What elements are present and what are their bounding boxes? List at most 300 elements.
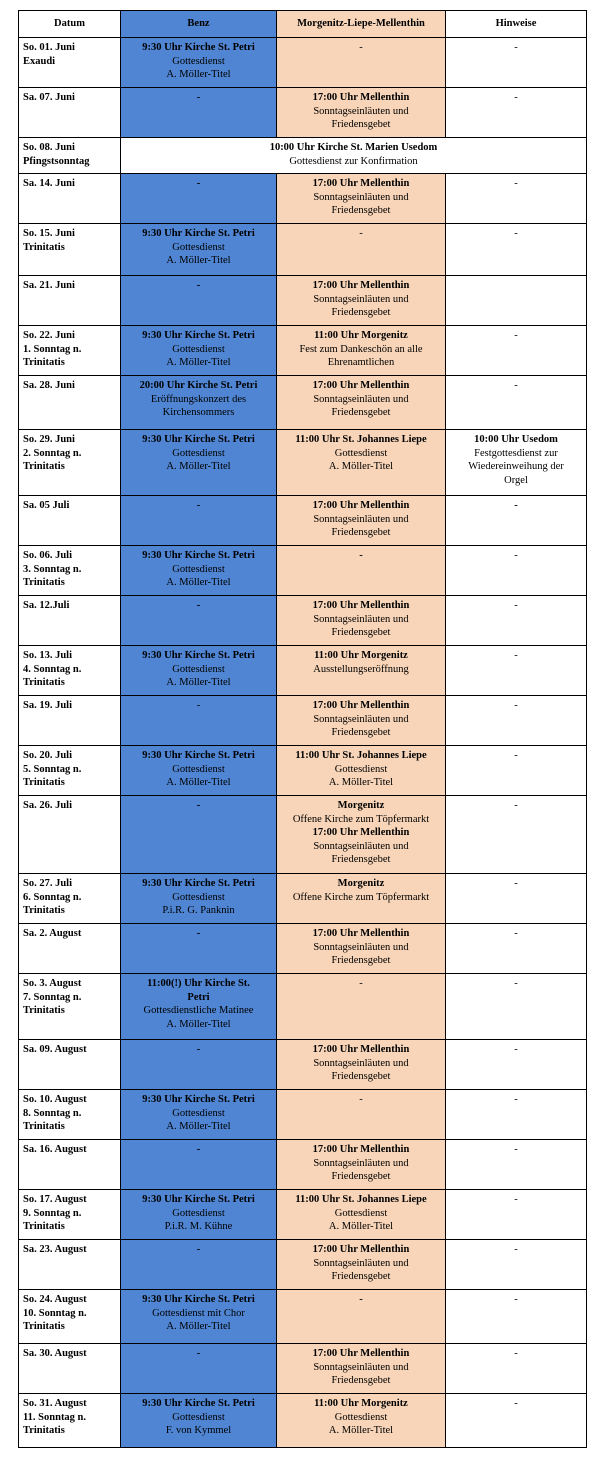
benz-line: Gottesdienst (172, 891, 225, 903)
table-row (19, 1140, 587, 1190)
date-line: So. 20. Juli (23, 750, 73, 761)
hint-line: - (514, 42, 518, 53)
hint-line: - (514, 1144, 518, 1155)
morgenitz-liepe-mellenthin-cell (277, 224, 446, 276)
date-line: Sa. 28. Juni (23, 380, 75, 391)
mlm-line: Friedensgebet (331, 854, 391, 865)
date-cell (19, 496, 121, 546)
benz-line: A. Möller-Titel (166, 777, 231, 788)
benz-cell (121, 696, 277, 746)
mlm-line: 17:00 Uhr Mellenthin (312, 600, 410, 611)
mlm-line: Morgenitz (337, 800, 385, 811)
morgenitz-liepe-mellenthin-cell (277, 546, 446, 596)
mlm-line: Gottesdienst (334, 1411, 388, 1423)
table-row (19, 276, 587, 326)
benz-cell (121, 1344, 277, 1394)
hinweise-cell (446, 1394, 587, 1448)
benz-line: 9:30 Uhr Kirche St. Petri (142, 650, 255, 661)
date-cell (19, 646, 121, 696)
hinweise-cell (446, 974, 587, 1040)
mlm-line: 11:00 Uhr Morgenitz (314, 1398, 408, 1409)
benz-cell (121, 496, 277, 546)
date-cell (19, 546, 121, 596)
hint-line: - (514, 600, 518, 611)
hint-line: - (514, 1094, 518, 1105)
mlm-line: - (359, 1294, 363, 1305)
morgenitz-liepe-mellenthin-cell (277, 88, 446, 138)
table-row (19, 1344, 587, 1394)
mlm-line: Fest zum Dankeschön an alle (299, 343, 423, 355)
date-line: So. 01. Juni (23, 42, 75, 53)
benz-line: A. Möller-Titel (166, 677, 231, 688)
mlm-line: 17:00 Uhr Mellenthin (312, 1144, 410, 1155)
benz-line: - (196, 1144, 201, 1155)
table-row (19, 546, 587, 596)
hint-line: - (514, 700, 518, 711)
mlm-line: 17:00 Uhr Mellenthin (312, 1244, 410, 1255)
benz-line: A. Möller-Titel (166, 357, 231, 368)
date-cell (19, 138, 121, 174)
hint-line: - (514, 550, 518, 561)
benz-line: - (196, 1348, 201, 1359)
benz-cell (121, 430, 277, 496)
benz-cell (121, 326, 277, 376)
benz-cell (121, 546, 277, 596)
mlm-line: Ausstellungseröffnung (313, 663, 409, 675)
morgenitz-liepe-mellenthin-cell (277, 1394, 446, 1448)
date-line: Trinitatis (23, 241, 65, 253)
benz-line: 9:30 Uhr Kirche St. Petri (142, 750, 255, 761)
table-row (19, 596, 587, 646)
date-line: Trinitatis (23, 577, 65, 588)
hinweise-cell (446, 88, 587, 138)
benz-line: P.i.R. G. Panknin (162, 905, 235, 916)
table-row (19, 1290, 587, 1344)
benz-line: - (196, 1244, 201, 1255)
mlm-line: - (359, 550, 363, 561)
benz-line: 9:30 Uhr Kirche St. Petri (142, 1194, 255, 1205)
morgenitz-liepe-mellenthin-cell (277, 1290, 446, 1344)
benz-cell (121, 224, 277, 276)
date-cell (19, 796, 121, 874)
header-hinweise: Hinweise (446, 11, 587, 38)
mlm-line: Friedensgebet (331, 205, 391, 216)
date-line: So. 22. Juni (23, 330, 75, 341)
benz-line: A. Möller-Titel (166, 1018, 231, 1030)
date-line: So. 17. August (23, 1194, 87, 1205)
hint-line: - (514, 500, 518, 511)
benz-line: Gottesdienst (172, 663, 225, 675)
date-line: Trinitatis (23, 357, 65, 368)
mlm-line: 17:00 Uhr Mellenthin (312, 500, 410, 511)
table-row (19, 874, 587, 924)
morgenitz-liepe-mellenthin-cell (277, 1344, 446, 1394)
hinweise-cell (446, 1240, 587, 1290)
mlm-line: Friedensgebet (331, 119, 391, 130)
mlm-line: - (359, 978, 363, 989)
benz-line: - (196, 700, 201, 711)
mlm-line: 17:00 Uhr Mellenthin (312, 700, 410, 711)
date-line: Trinitatis (23, 777, 65, 788)
mlm-line: 17:00 Uhr Mellenthin (312, 380, 410, 391)
hint-line: - (514, 878, 518, 889)
morgenitz-liepe-mellenthin-cell (277, 1040, 446, 1090)
table-row (19, 1394, 587, 1448)
benz-line: Kirchensommers (162, 407, 235, 418)
hinweise-cell (446, 596, 587, 646)
date-line: So. 13. Juli (23, 650, 73, 661)
table-row (19, 1040, 587, 1090)
date-cell (19, 974, 121, 1040)
date-line: 4. Sonntag n. (23, 663, 82, 675)
benz-line: Gottesdienst (172, 563, 225, 575)
date-cell (19, 38, 121, 88)
hint-line: - (514, 1348, 518, 1359)
benz-line: F. von Kymmel (165, 1425, 232, 1436)
mlm-line: Gottesdienst (334, 447, 388, 459)
mlm-line: Friedensgebet (331, 1171, 391, 1182)
morgenitz-liepe-mellenthin-cell (277, 924, 446, 974)
date-line: Sa. 12.Juli (23, 600, 70, 611)
hinweise-cell (446, 224, 587, 276)
mlm-line: 17:00 Uhr Mellenthin (312, 280, 410, 291)
benz-line: 9:30 Uhr Kirche St. Petri (142, 1094, 255, 1105)
mlm-line: Sonntagseinläuten und (313, 293, 409, 305)
benz-line: A. Möller-Titel (166, 1121, 231, 1132)
date-cell (19, 1394, 121, 1448)
morgenitz-liepe-mellenthin-cell (277, 1240, 446, 1290)
benz-line: Gottesdienst (172, 447, 225, 459)
hint-line: - (514, 800, 518, 811)
hinweise-cell (446, 276, 587, 326)
benz-line: Gottesdienst (172, 763, 225, 775)
benz-cell (121, 1394, 277, 1448)
benz-line: A. Möller-Titel (166, 1321, 231, 1332)
table-row (19, 496, 587, 546)
date-line: Pfingstsonntag (23, 155, 90, 167)
hinweise-cell (446, 646, 587, 696)
hint-line: - (514, 650, 518, 661)
date-cell (19, 376, 121, 430)
schedule-body (19, 38, 587, 1448)
benz-line: 20:00 Uhr Kirche St. Petri (139, 380, 258, 391)
mlm-line: 11:00 Uhr Morgenitz (314, 330, 408, 341)
date-line: Sa. 05 Juli (23, 500, 70, 511)
morgenitz-liepe-mellenthin-cell (277, 174, 446, 224)
benz-cell (121, 1090, 277, 1140)
benz-cell (121, 796, 277, 874)
morgenitz-liepe-mellenthin-cell (277, 326, 446, 376)
morgenitz-liepe-mellenthin-cell (277, 496, 446, 546)
hinweise-cell (446, 38, 587, 88)
hinweise-cell (446, 430, 587, 496)
table-row (19, 174, 587, 224)
date-cell (19, 430, 121, 496)
date-cell (19, 224, 121, 276)
date-line: 8. Sonntag n. (23, 1107, 82, 1119)
table-row (19, 974, 587, 1040)
date-line: So. 3. August (23, 978, 82, 989)
date-cell (19, 326, 121, 376)
hint-line: - (514, 380, 518, 391)
hinweise-cell (446, 1140, 587, 1190)
mlm-line: Sonntagseinläuten und (313, 941, 409, 953)
date-cell (19, 1344, 121, 1394)
hint-line: 10:00 Uhr Usedom (474, 434, 558, 445)
benz-cell (121, 924, 277, 974)
hint-line: Wiedereinweihung der (468, 461, 564, 472)
mlm-line: Friedensgebet (331, 955, 391, 966)
date-cell (19, 276, 121, 326)
hinweise-cell (446, 1090, 587, 1140)
mlm-line: Friedensgebet (331, 307, 391, 318)
benz-line: Gottesdienst (172, 1107, 225, 1119)
date-line: 9. Sonntag n. (23, 1207, 82, 1219)
hint-line: - (514, 92, 518, 103)
mlm-line: Friedensgebet (331, 1271, 391, 1282)
hint-line: - (514, 1244, 518, 1255)
benz-cell (121, 174, 277, 224)
header-benz: Benz (121, 11, 277, 38)
benz-line: - (196, 92, 201, 103)
header-morgenitz-liepe-mellenthin: Morgenitz-Liepe-Mellenthin (277, 11, 446, 38)
date-cell (19, 88, 121, 138)
benz-cell (121, 596, 277, 646)
date-line: So. 31. August (23, 1398, 87, 1409)
date-line: 5. Sonntag n. (23, 763, 82, 775)
mlm-line: Gottesdienst (334, 763, 388, 775)
hinweise-cell (446, 796, 587, 874)
date-cell (19, 174, 121, 224)
table-row (19, 646, 587, 696)
benz-cell (121, 746, 277, 796)
date-line: 11. Sonntag n. (23, 1411, 87, 1423)
mlm-line: 11:00 Uhr Morgenitz (314, 650, 408, 661)
mlm-line: Friedensgebet (331, 627, 391, 638)
morgenitz-liepe-mellenthin-cell (277, 596, 446, 646)
mlm-line: Sonntagseinläuten und (313, 1157, 409, 1169)
hinweise-cell (446, 696, 587, 746)
table-row (19, 924, 587, 974)
benz-line: A. Möller-Titel (166, 577, 231, 588)
morgenitz-liepe-mellenthin-cell (277, 276, 446, 326)
benz-cell (121, 974, 277, 1040)
date-cell (19, 924, 121, 974)
date-line: Trinitatis (23, 1005, 65, 1016)
date-line: Trinitatis (23, 1321, 65, 1332)
benz-line: 9:30 Uhr Kirche St. Petri (142, 330, 255, 341)
table-row (19, 138, 587, 174)
mlm-line: 17:00 Uhr Mellenthin (312, 827, 410, 838)
benz-line: Gottesdienst (172, 55, 225, 67)
benz-line: Gottesdienst (172, 343, 225, 355)
mlm-line: 11:00 Uhr St. Johannes Liepe (295, 750, 427, 761)
benz-line: A. Möller-Titel (166, 69, 231, 80)
mlm-line: Sonntagseinläuten und (313, 191, 409, 203)
mlm-line: A. Möller-Titel (328, 777, 394, 788)
mlm-line: Gottesdienst (334, 1207, 388, 1219)
benz-cell (121, 1040, 277, 1090)
mlm-line: Friedensgebet (331, 1375, 391, 1386)
date-cell (19, 596, 121, 646)
date-line: So. 15. Juni (23, 228, 75, 239)
header-datum: Datum (19, 11, 121, 38)
event-line: Gottesdienst zur Konfirmation (289, 155, 418, 167)
date-line: Sa. 2. August (23, 928, 82, 939)
mlm-line: 17:00 Uhr Mellenthin (312, 178, 410, 189)
benz-line: 9:30 Uhr Kirche St. Petri (142, 878, 255, 889)
date-line: Sa. 26. Juli (23, 800, 73, 811)
date-cell (19, 1090, 121, 1140)
table-row (19, 88, 587, 138)
mlm-line: Sonntagseinläuten und (313, 1361, 409, 1373)
date-line: 10. Sonntag n. (23, 1307, 87, 1319)
morgenitz-liepe-mellenthin-cell (277, 974, 446, 1040)
hinweise-cell (446, 376, 587, 430)
morgenitz-liepe-mellenthin-cell (277, 746, 446, 796)
mlm-line: Offene Kirche zum Töpfermarkt (292, 813, 430, 825)
benz-line: Gottesdienstliche Matinee (143, 1005, 254, 1016)
date-line: So. 08. Juni (23, 142, 75, 153)
date-line: 7. Sonntag n. (23, 991, 82, 1003)
mlm-line: Friedensgebet (331, 407, 391, 418)
date-line: Trinitatis (23, 905, 65, 916)
benz-line: - (196, 928, 201, 939)
table-row (19, 696, 587, 746)
benz-line: 9:30 Uhr Kirche St. Petri (142, 550, 255, 561)
benz-line: Gottesdienst (172, 1207, 225, 1219)
date-cell (19, 1240, 121, 1290)
date-cell (19, 874, 121, 924)
benz-line: A. Möller-Titel (166, 461, 231, 472)
mlm-line: Sonntagseinläuten und (313, 1057, 409, 1069)
table-row (19, 746, 587, 796)
hint-line: - (514, 228, 518, 239)
table-row (19, 224, 587, 276)
table-row (19, 796, 587, 874)
hint-line: Festgottesdienst zur (474, 447, 558, 459)
mlm-line: 11:00 Uhr St. Johannes Liepe (295, 1194, 427, 1205)
hinweise-cell (446, 496, 587, 546)
date-line: 6. Sonntag n. (23, 891, 82, 903)
mlm-line: 17:00 Uhr Mellenthin (312, 1044, 410, 1055)
benz-cell (121, 874, 277, 924)
benz-line: 9:30 Uhr Kirche St. Petri (142, 42, 255, 53)
hinweise-cell (446, 924, 587, 974)
date-line: So. 10. August (23, 1094, 87, 1105)
date-line: Trinitatis (23, 1425, 65, 1436)
benz-line: - (196, 280, 201, 291)
date-cell (19, 1040, 121, 1090)
hinweise-cell (446, 1190, 587, 1240)
date-cell (19, 1190, 121, 1240)
date-line: Sa. 19. Juli (23, 700, 73, 711)
benz-line: P.i.R. M. Kühne (164, 1221, 233, 1232)
date-line: 2. Sonntag n. (23, 447, 82, 459)
mlm-line: - (359, 228, 363, 239)
morgenitz-liepe-mellenthin-cell (277, 646, 446, 696)
benz-line: A. Möller-Titel (166, 255, 231, 266)
hinweise-cell (446, 1290, 587, 1344)
benz-cell (121, 1290, 277, 1344)
date-line: Trinitatis (23, 461, 65, 472)
date-line: Sa. 30. August (23, 1348, 87, 1359)
table-row (19, 430, 587, 496)
mlm-line: Offene Kirche zum Töpfermarkt (292, 891, 430, 903)
hint-line: - (514, 330, 518, 341)
date-line: Exaudi (23, 55, 56, 67)
benz-cell (121, 376, 277, 430)
hint-line: - (514, 1194, 518, 1205)
mlm-line: - (359, 42, 363, 53)
morgenitz-liepe-mellenthin-cell (277, 376, 446, 430)
combined-event-cell (121, 138, 587, 174)
date-line: 3. Sonntag n. (23, 563, 82, 575)
mlm-line: A. Möller-Titel (328, 1425, 394, 1436)
benz-line: 11:00(!) Uhr Kirche St. (147, 978, 250, 989)
mlm-line: Ehrenamtlichen (327, 357, 395, 368)
date-line: Trinitatis (23, 1121, 65, 1132)
benz-cell (121, 646, 277, 696)
mlm-line: 11:00 Uhr St. Johannes Liepe (295, 434, 427, 445)
date-line: So. 06. Juli (23, 550, 73, 561)
hinweise-cell (446, 326, 587, 376)
morgenitz-liepe-mellenthin-cell (277, 696, 446, 746)
date-line: Sa. 23. August (23, 1244, 87, 1255)
date-cell (19, 696, 121, 746)
benz-line: 9:30 Uhr Kirche St. Petri (142, 228, 255, 239)
mlm-line: Friedensgebet (331, 527, 391, 538)
mlm-line: 17:00 Uhr Mellenthin (312, 1348, 410, 1359)
table-row (19, 1240, 587, 1290)
benz-line: 9:30 Uhr Kirche St. Petri (142, 434, 255, 445)
benz-line: Eröffnungskonzert des (150, 393, 247, 405)
hint-line: Orgel (504, 474, 528, 486)
mlm-line: 17:00 Uhr Mellenthin (312, 92, 410, 103)
benz-line: - (196, 800, 201, 811)
mlm-line: Friedensgebet (331, 1071, 391, 1082)
hint-line: - (514, 978, 518, 989)
morgenitz-liepe-mellenthin-cell (277, 38, 446, 88)
date-line: So. 24. August (23, 1294, 87, 1305)
header-row (19, 11, 587, 38)
benz-line: - (196, 1044, 201, 1055)
mlm-line: Sonntagseinläuten und (313, 105, 409, 117)
benz-line: Gottesdienst mit Chor (152, 1307, 245, 1319)
benz-cell (121, 1190, 277, 1240)
hint-line: - (514, 928, 518, 939)
hinweise-cell (446, 1344, 587, 1394)
benz-cell (121, 1140, 277, 1190)
benz-line: 9:30 Uhr Kirche St. Petri (142, 1294, 255, 1305)
mlm-line: A. Möller-Titel (328, 1221, 394, 1232)
benz-line: - (196, 600, 201, 611)
date-line: Trinitatis (23, 1221, 65, 1232)
date-cell (19, 746, 121, 796)
mlm-line: Friedensgebet (331, 727, 391, 738)
date-line: Sa. 21. Juni (23, 280, 75, 291)
mlm-line: Sonntagseinläuten und (313, 393, 409, 405)
benz-line: - (196, 500, 201, 511)
hint-line: - (514, 1294, 518, 1305)
morgenitz-liepe-mellenthin-cell (277, 1090, 446, 1140)
hinweise-cell (446, 174, 587, 224)
hinweise-cell (446, 1040, 587, 1090)
benz-line: Petri (187, 991, 210, 1003)
morgenitz-liepe-mellenthin-cell (277, 796, 446, 874)
mlm-line: 17:00 Uhr Mellenthin (312, 928, 410, 939)
benz-cell (121, 88, 277, 138)
